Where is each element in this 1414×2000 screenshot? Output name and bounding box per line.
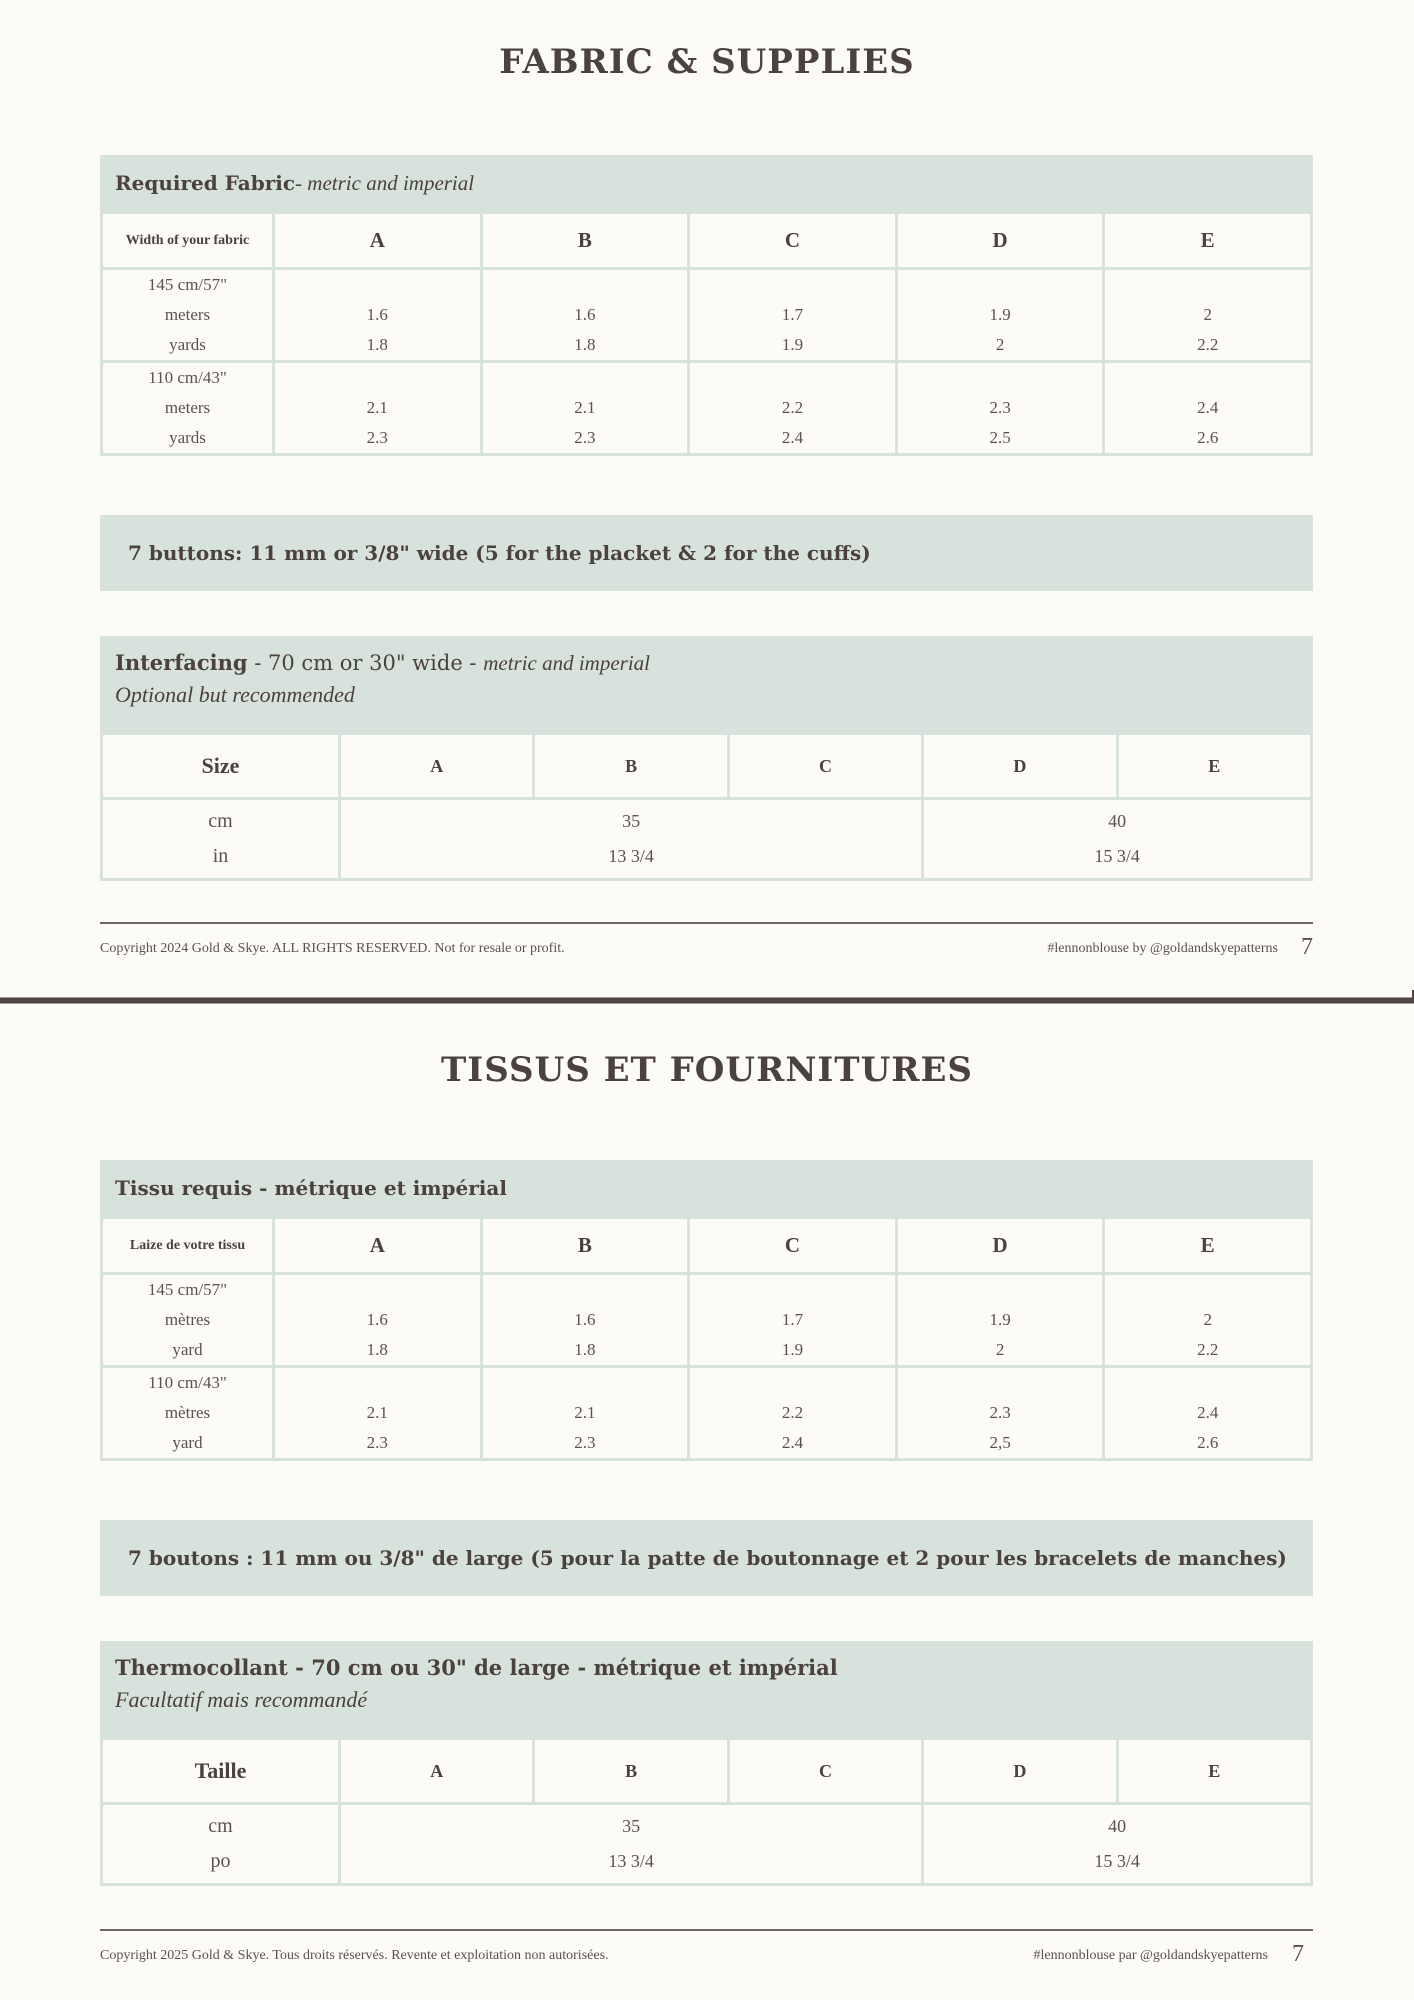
interfacing-table — [100, 1737, 1313, 1886]
section-heading-italic: metric and imperial — [483, 651, 651, 675]
table-row — [102, 1335, 1312, 1367]
unit-label: meters — [102, 300, 274, 330]
unit-label: cm — [102, 799, 340, 840]
table-cell: 1.6 — [274, 300, 482, 330]
table-row — [102, 799, 1312, 840]
column-header: D — [896, 1218, 1104, 1274]
page-english — [0, 0, 1414, 997]
required-fabric-section — [100, 1160, 1313, 1461]
table-row — [102, 330, 1312, 362]
column-header: E — [1104, 213, 1312, 269]
interfacing-section — [100, 636, 1313, 881]
table-cell: 2.3 — [896, 393, 1104, 423]
section-heading: Interfacing — [115, 650, 248, 675]
footer-divider — [100, 1929, 1313, 1931]
fabric-table — [100, 1216, 1313, 1461]
section-subheading: Facultatif mais recommandé — [115, 1687, 368, 1712]
table-cell: 2.2 — [1104, 330, 1312, 362]
unit-label: in — [102, 839, 340, 880]
table-cell: 1.6 — [481, 1305, 689, 1335]
table-row — [102, 423, 1312, 455]
table-cell: 2.1 — [481, 1398, 689, 1428]
column-header: D — [896, 213, 1104, 269]
fabric-width: 145 cm/57" — [102, 269, 274, 301]
section-heading-detail: - 70 cm or 30" wide - — [247, 651, 484, 675]
table-cell: 1.9 — [689, 330, 897, 362]
page-title: TISSUS ET FOURNITURES — [441, 1050, 973, 1090]
column-header: Taille — [102, 1739, 340, 1804]
column-header: D — [923, 1739, 1117, 1804]
unit-label: meters — [102, 393, 274, 423]
table-cell: 2.4 — [1104, 393, 1312, 423]
table-cell: 2.3 — [274, 423, 482, 455]
table-row — [102, 1844, 1312, 1885]
table-cell: 2.6 — [1104, 423, 1312, 455]
column-header: E — [1117, 734, 1311, 799]
table-cell: 2.3 — [481, 1428, 689, 1460]
footer-copyright: Copyright 2024 Gold & Skye. ALL RIGHTS RESERVED. Not for resale or profit. — [100, 941, 565, 956]
table-row — [102, 839, 1312, 880]
column-header: A — [274, 213, 482, 269]
column-header: B — [481, 1218, 689, 1274]
table-cell: 2.4 — [689, 1428, 897, 1460]
section-heading: Thermocollant - 70 cm ou 30" de large - métrique et impérial — [115, 1655, 838, 1680]
table-cell: 1.8 — [481, 1335, 689, 1367]
table-cell: 15 3/4 — [923, 839, 1312, 880]
page-divider — [0, 997, 1414, 1004]
unit-label: mètres — [102, 1305, 274, 1335]
column-header: E — [1117, 1739, 1311, 1804]
column-header: B — [481, 213, 689, 269]
unit-label: yards — [102, 330, 274, 362]
section-header — [100, 155, 1313, 211]
column-header: Width of your fabric — [102, 213, 274, 269]
table-row — [102, 1305, 1312, 1335]
table-cell: 2 — [1104, 300, 1312, 330]
footer-hashtag: #lennonblouse par @goldandskyepatterns — [1033, 1948, 1268, 1963]
table-cell: 2 — [896, 1335, 1104, 1367]
unit-label: po — [102, 1844, 340, 1885]
table-cell: 15 3/4 — [923, 1844, 1312, 1885]
table-cell: 1.8 — [481, 330, 689, 362]
column-header: C — [689, 1218, 897, 1274]
section-header — [100, 636, 1313, 732]
table-cell: 2 — [1104, 1305, 1312, 1335]
column-header: C — [728, 734, 922, 799]
table-cell: 1.9 — [689, 1335, 897, 1367]
column-header: B — [534, 1739, 728, 1804]
table-cell: 2.2 — [689, 393, 897, 423]
column-header: A — [340, 1739, 534, 1804]
unit-label: cm — [102, 1804, 340, 1845]
table-cell: 40 — [923, 1804, 1312, 1845]
table-row — [102, 393, 1312, 423]
fabric-width: 145 cm/57" — [102, 1274, 274, 1306]
table-cell: 2.5 — [896, 423, 1104, 455]
table-cell: 2.4 — [689, 423, 897, 455]
column-header: C — [689, 213, 897, 269]
table-cell: 1.7 — [689, 1305, 897, 1335]
table-cell: 2.1 — [481, 393, 689, 423]
table-row — [102, 1804, 1312, 1845]
column-header: A — [340, 734, 534, 799]
table-cell: 40 — [923, 799, 1312, 840]
column-header: E — [1104, 1218, 1312, 1274]
table-cell: 2.3 — [274, 1428, 482, 1460]
table-row — [102, 1367, 1312, 1399]
footer-copyright: Copyright 2025 Gold & Skye. Tous droits réservés. Revente et exploitation non autorisées. — [100, 1948, 609, 1963]
table-cell: 35 — [340, 1804, 923, 1845]
page-number: 7 — [1301, 934, 1313, 960]
table-cell: 35 — [340, 799, 923, 840]
interfacing-table — [100, 732, 1313, 881]
table-cell: 2.1 — [274, 393, 482, 423]
table-header-row — [102, 1739, 1312, 1804]
table-row — [102, 1428, 1312, 1460]
section-heading: Required Fabric — [115, 171, 296, 195]
table-cell: 2 — [896, 330, 1104, 362]
table-cell: 1.6 — [274, 1305, 482, 1335]
table-cell: 1.8 — [274, 330, 482, 362]
table-row — [102, 1274, 1312, 1306]
table-cell: 13 3/4 — [340, 839, 923, 880]
table-row — [102, 269, 1312, 301]
required-fabric-section — [100, 155, 1313, 456]
table-cell: 2.2 — [689, 1398, 897, 1428]
table-cell: 1.7 — [689, 300, 897, 330]
footer-divider — [100, 922, 1313, 924]
table-cell: 1.9 — [896, 1305, 1104, 1335]
table-cell: 13 3/4 — [340, 1844, 923, 1885]
table-header-row — [102, 734, 1312, 799]
page-french — [0, 1005, 1414, 2000]
section-subheading: Optional but recommended — [115, 682, 355, 707]
unit-label: yard — [102, 1428, 274, 1460]
table-cell: 2.3 — [896, 1398, 1104, 1428]
section-header — [100, 1160, 1313, 1216]
table-cell: 2.3 — [481, 423, 689, 455]
interfacing-section — [100, 1641, 1313, 1886]
unit-label: yards — [102, 423, 274, 455]
table-cell: 2.1 — [274, 1398, 482, 1428]
table-cell: 1.9 — [896, 300, 1104, 330]
column-header: Laize de votre tissu — [102, 1218, 274, 1274]
section-heading-italic: - metric and imperial — [295, 170, 475, 195]
page-title: FABRIC & SUPPLIES — [499, 42, 915, 82]
fabric-table — [100, 211, 1313, 456]
buttons-note: 7 boutons : 11 mm ou 3/8" de large (5 pour la patte de boutonnage et 2 pour les bracelets de manches) — [100, 1520, 1313, 1596]
table-cell: 2.6 — [1104, 1428, 1312, 1460]
table-cell: 2.2 — [1104, 1335, 1312, 1367]
footer-hashtag: #lennonblouse by @goldandskyepatterns — [1047, 941, 1278, 956]
table-row — [102, 1398, 1312, 1428]
column-header: A — [274, 1218, 482, 1274]
fabric-width: 110 cm/43" — [102, 362, 274, 394]
table-header-row — [102, 1218, 1312, 1274]
unit-label: mètres — [102, 1398, 274, 1428]
column-header: D — [923, 734, 1117, 799]
table-cell: 1.8 — [274, 1335, 482, 1367]
column-header: Size — [102, 734, 340, 799]
column-header: B — [534, 734, 728, 799]
section-header — [100, 1641, 1313, 1737]
buttons-note: 7 buttons: 11 mm or 3/8" wide (5 for the placket & 2 for the cuffs) — [100, 515, 1313, 591]
table-cell: 2,5 — [896, 1428, 1104, 1460]
section-heading: Tissu requis - métrique et impérial — [115, 1176, 507, 1200]
table-row — [102, 362, 1312, 394]
table-cell: 2.4 — [1104, 1398, 1312, 1428]
fabric-width: 110 cm/43" — [102, 1367, 274, 1399]
table-row — [102, 300, 1312, 330]
table-header-row — [102, 213, 1312, 269]
page-number: 7 — [1292, 1941, 1304, 1967]
unit-label: yard — [102, 1335, 274, 1367]
table-cell: 1.6 — [481, 300, 689, 330]
column-header: C — [728, 1739, 922, 1804]
